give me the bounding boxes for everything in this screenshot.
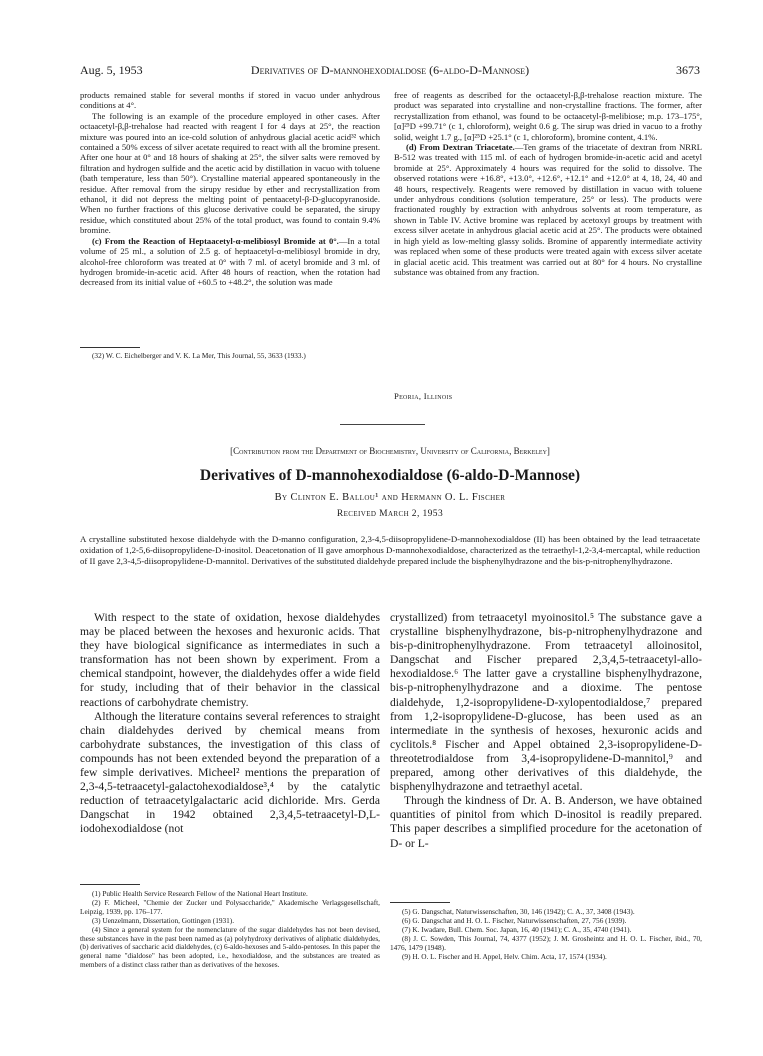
paragraph: Through the kindness of Dr. A. B. Anderson, we have obtained quantities of pinitol from which D-inositol is readily prepared. This paper describes a simplified procedure for the acetonation of D- or L-	[390, 794, 702, 850]
abstract: A crystalline substituted hexose dialdehyde with the D-manno configuration, 2,3-4,5-diisopropylidene-D-mannohexodialdose (II) has been obtained by the lead tetraacetate oxidation of 1,2-5,6-diisopropylidene-D-inositol. Deacetonation of II gave amorphous D-mannohexodialdose, characterized as the tetraethyl-1,2-3,4-mercaptal, while reduction of II gave 2,3-4,5-diisopropylidene-D-mannitol. Derivatives of the substituted dialdehyde prepared include the bisphenylhydrazone and the bis-p-nitrophenylhydrazone.	[80, 534, 700, 566]
top-right-column	[394, 90, 702, 277]
place-line: Peoria, Illinois	[394, 391, 453, 401]
footnote-rule	[80, 347, 140, 348]
footnotes-left	[80, 890, 380, 970]
article-title: Derivatives of D-mannohexodialdose (6-aldo-D-Mannose)	[199, 467, 581, 484]
footnote: (5) G. Dangschat, Naturwissenschaften, 30, 146 (1942); C. A., 37, 3408 (1943).	[402, 907, 635, 916]
header-date: Aug. 5, 1953	[80, 63, 143, 77]
contribution-line: [Contribution from the Department of Biochemistry, University of California, Berkeley]	[230, 446, 550, 456]
main-left-column	[80, 611, 380, 837]
footnote: (3) Uenzelmann, Dissertation, Gottingen (1931).	[92, 915, 235, 925]
footnote: (32) W. C. Eichelberger and V. K. La Mer, This Journal, 55, 3633 (1933.)	[92, 351, 306, 360]
running-header	[80, 62, 700, 78]
paragraph-c-body: —In a total volume of 25 ml., a solution of 2.5 g. of heptaacetyl-α-melibiosyl bromide in dry, alcohol-free chloroform was treated at 0° with 7 ml. of acetyl bromide and 3 ml. of hydrogen bromide-in-acetic acid. After 48 hours of reaction, when the rotation had decreased from its initial value of +60.5 to +48.2°, the solution was made	[80, 235, 380, 288]
paragraph-d-body: —Ten grams of the triacetate of dextran from NRRL B-512 was treated with 115 ml. of each of hydrogen bromide-in-acetic acid and acetyl bromide at 25°. Approximately 4 hours was required for the solid to dissolve. The observed rotations were +16.8°, +13.0°, +12.6°, +12.1° and +12.0° at 4, 18, 24, 40 and 48 hours, respectively. Reagents were removed by distillation in vacuo with toluene under anhydrous conditions (solution temperature, 25° or less). The products were fractionated roughly by extraction with anhydrous solvents at room temperature, as shown in Table IV. Active bromine was replaced by acetoxyl groups by treatment with excess silver acetate in anhydrous glacial acetic acid at 25°. The products were obtained in high yield as low-melting glassy solids. Bromine of apparently intermediate activity was replaced when some of these products were treated again with excess silver acetate in glacial acetic acid. This treatment was carried out at 80° for 4 hours. No crystalline substance was obtained from any fraction.	[394, 142, 702, 277]
top-left-footnote	[80, 352, 380, 361]
paragraph: With respect to the state of oxidation, hexose dialdehydes may be placed between the hexoses and hexuronic acids. That they have biological significance as intermediates in such a transformation has not been shown by experiment. From a chemical standpoint, however, the dialdehydes offer a wide field for study, including that of their behavior in the classical reactions of carbohydrate chemistry.	[80, 611, 380, 709]
footnote: (2) F. Micheel, "Chemie der Zucker und Polysaccharide," Akademische Verlagsgesellschaft, Leipzig, 1939, pp. 176–177.	[80, 897, 380, 916]
footnote: (9) H. O. L. Fischer and H. Appel, Helv. Chim. Acta, 17, 1574 (1934).	[402, 951, 607, 961]
author-line: By Clinton E. Ballou¹ and Hermann O. L. Fischer	[274, 492, 506, 503]
header-running-title: Derivatives of D-mannohexodialdose (6-aldo-D-Mannose)	[250, 63, 530, 77]
footnote: (8) J. C. Sowden, This Journal, 74, 4377 (1952); J. M. Grosheintz and H. O. L. Fischer, ibid., 70, 1476, 1479 (1948).	[390, 933, 702, 952]
paragraph-c	[80, 236, 380, 288]
paragraph-d-heading: (d) From Dextran Triacetate.	[406, 142, 515, 153]
header-page-number: 3673	[676, 63, 700, 77]
paragraph: Although the literature contains several references to straight chain dialdehydes derived by chemical means from carbohydrate substances, the investigation of this class of compounds has not been extended beyond the preparation of a few simple derivatives. Micheel² mentions the preparation of 2,3-4,5-tetraacetyl-galactohexodialdose³,⁴ by the catalytic reduction of tetraacetylgalactaric acid dichloride. Mrs. Gerda Dangschat in 1942 obtained 2,3,4,5-tetraacetyl-D,L-iodohexodialdose (not	[80, 709, 380, 836]
footnote: (1) Public Health Service Research Fellow of the National Heart Institute.	[92, 889, 308, 898]
footnote: (4) Since a general system for the nomenclature of the sugar dialdehydes has not been devised, these substances have in the past been named as (a) polyhydroxy derivatives of aliphatic dialdehydes, (b) derivatives of saccharic acid dialdehydes, (c) 6-aldo-hexoses and 5-aldo-pentoses. In this paper the general name "dialdose" has been adopted, i.e., hexodialdose, and the substances are treated as members of a distinct class rather than as derivatives of the hexoses.	[80, 924, 380, 970]
paragraph-c-heading: (c) From the Reaction of Heptaacetyl-α-melibiosyl Bromide at 0°.	[92, 235, 339, 246]
paragraph: free of reagents as described for the octaacetyl-β,β-trehalose reaction mixture. The product was separated into crystalline and non-crystalline fractions. The former, after recrystallization from ethanol, was found to be octaacetyl-β-melibiose; m.p. 173–175°, [α]²⁵D +99.71° (c 1, chloroform), weight 0.6 g. The sirup was dried in vacuo to a frothy solid, weight 1.7 g., [α]²⁵D +25.1° (c 1, chloroform), bromine content, 4.1%.	[394, 90, 702, 142]
footnote: (7) K. Iwadare, Bull. Chem. Soc. Japan, 16, 40 (1941); C. A., 35, 4740 (1941).	[402, 924, 632, 934]
top-left-column	[80, 90, 380, 288]
footnote-rule	[80, 884, 140, 885]
paragraph: crystallized) from tetraacetyl myoinositol.⁵ The substance gave a crystalline bisphenylhydrazone, bis-p-nitrophenylhydrazone and bis-p-dinitrophenylhydrazone. From tetraacetyl alloinositol, Dangschat and Fischer prepared 2,3,4,5-tetraacetyl-allo-hexodialdose.⁶ The latter gave a crystalline bisphenylhydrazone, bis-p-nitrophenylhydrazone and a dioxime. The pentose dialdehyde, 1,2-isopropylidene-D-xylopentodialdose,⁷ prepared from 1,2-isopropylidene-D-glucose, has been used as an intermediate in the synthesis of hexoses, hexuronic acids and cyclitols.⁸ Fischer and Appel obtained 2,3-isopropylidene-D-threotetrodialdose from 3,4-isopropylidene-D-mannitol,⁹ and prepared, among other derivatives of this dialdehyde, the bisphenylhydrazone and tetraethyl acetal.	[390, 611, 702, 794]
main-right-column	[390, 611, 702, 851]
paragraph: products remained stable for several months if stored in vacuo under anhydrous conditions at 4°.	[80, 90, 380, 111]
paragraph: The following is an example of the procedure employed in other cases. After octaacetyl-β,β-trehalose had reacted with reagent I for 4 days at 25°, the reaction mixture was poured into an ice-cold solution of anhydrous glacial acetic acid³² which contained a 50% excess of silver acetate required to react with all the bromine present. After one hour at 0° and 18 hours of shaking at 25°, the silver salts were removed by filtration and hydrogen sulfide and the acetic acid by distillation in vacuo with toluene (bath temperature, less than 50°). Crystalline material appeared spontaneously in the residue. After removal from the sirupy residue by ether and recrystallization from ethanol, it did not depress the melting point of pentaacetyl-β-D-glucopyranoside. When no further fractions of this glucose derivative could be separated, the sirupy residue, which constituted about 25% of the total product, was found to contain 9.4% bromine.	[80, 110, 380, 236]
footnote: (6) G. Dangschat and H. O. L. Fischer, Naturwissenschaften, 27, 756 (1939).	[402, 915, 627, 925]
received-date: Received March 2, 1953	[336, 509, 444, 519]
article-separator	[340, 424, 425, 425]
footnotes-right	[390, 908, 702, 961]
paragraph-d	[394, 142, 702, 277]
footnote-rule	[390, 902, 450, 903]
